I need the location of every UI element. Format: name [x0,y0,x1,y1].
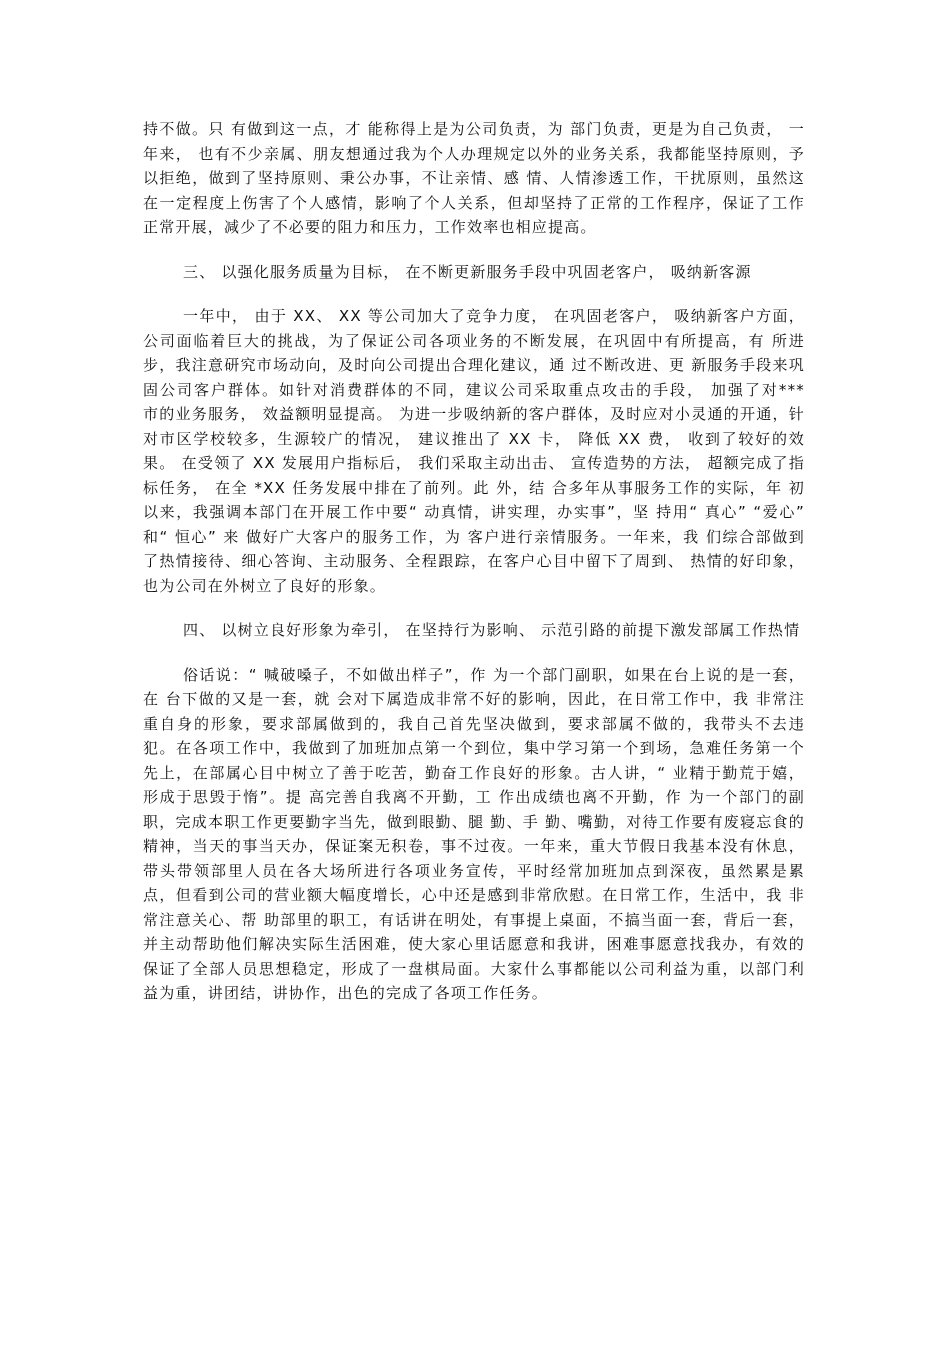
section-heading-3: 三、 以强化服务质量为目标， 在不断更新服务手段中巩固老客户， 吸纳新客源 [183,262,752,281]
document-body [143,117,822,1006]
paragraph-customer-service: 一年中， 由于 XX、 XX 等公司加大了竞争力度， 在巩固老客户， 吸纳新客户方面，公司面临着巨大的挑战，为了保证公司各项业务的不断发展，在巩固中有所提高，有 所进步，我注意研究市场动向，及时向公司提出合理化建议，通 过不断改进、更 新服务手段来巩固公司客户群体。如针对消费群体的不同，建议公司采取重点攻击的手段， 加强了对*** 市的业务服务， 效益额明显提高。 为进一步吸纳新的客户群体，及时应对小灵通的开通，针 对市区学校较多，生源较广的情况， 建议推出了 XX 卡， 降低 XX 费， 收到了较好的效果。 在受领了 XX 发展用户指标后， 我们采取主动出击、 宣传造势的方法， 超额完成了指标任务， 在全 *XX 任务发展中排在了前列。此 外，结 合多年从事服务工作的实际，年 初以来，我强调本部门在开展工作中要“ 动真情，讲实理，办实事”，坚 持用“ 真心” “爱心” 和“ 恒心” 来 做好广大客户的服务工作，为 客户进行亲情服务。一年来，我 们综合部做到了热情接待、细心答询、主动服务、全程跟踪，在客户心目中留下了周到、 热情的好印象， 也为公司在外树立了良好的形象。 [143,307,822,595]
paragraph-gap [143,598,805,618]
paragraph-good-image: 俗话说：“ 喊破嗓子，不如做出样子”，作 为一个部门副职，如果在台上说的是一套，在 台下做的又是一套，就 会对下属造成非常不好的影响，因此，在日常工作中，我 非常注重自身的形象，要求部属做到的，我自己首先坚决做到，要求部属不做的，我带头不去违犯。在各项工作中，我做到了加班加点第一个到位，集中学习第一个到场，急难任务第一个先上，在部属心目中树立了善于吃苦，勤奋工作良好的形象。古人讲，“ 业精于勤荒于嬉，形成于思毁于惰”。提 高完善自我离不开勤，工 作出成绩也离不开勤，作 为一个部门的副职，完成本职工作更要勤字当先，做到眼勤、腿 勤、手 勤、嘴勤，对待工作要有废寝忘食的精神，当天的事当天办，保证案无积卷，事不过夜。一年来，重大节假日我基本没有休息，带头带领部里人员在各大场所进行各项业务宣传，平时经常加班加点到深夜，虽然累是累点，但看到公司的营业额大幅度增长，心中还是感到非常欣慰。在日常工作，生活中，我 非常注意关心、帮 助部里的职工，有话讲在明处，有事提上桌面，不搞当面一套，背后一套，并主动帮助他们解决实际生活困难，使大家心里话愿意和我讲，困难事愿意找我办，有效的保证了全部人员思想稳定，形成了一盘棋局面。大家什么事都能以公司利益为重，以部门利益为重，讲团结，讲协作，出色的完成了各项工作任务。 [143,665,805,1002]
section-heading-4: 四、 以树立良好形象为牵引， 在坚持行为影响、 示范引路的前提下激发部属工作热情 [183,621,801,639]
paragraph-gap [143,643,805,663]
paragraph-gap [143,240,805,260]
paragraph-continuation: 持不做。只 有做到这一点，才 能称得上是为公司负责，为 部门负责，更是为自己负责， 一年来， 也有不少亲属、朋友想通过我为个人办理规定以外的业务关系，我都能坚持原则，予以拒绝，做到了坚持原则、秉公办事，不让亲情、感 情、人情渗透工作，干扰原则，虽然这在一定程度上伤害了个人感情，影响了个人关系，但却坚持了正常的工作程序，保证了工作正常开展，减少了不必要的阻力和压力，工作效率也相应提高。 [143,120,805,236]
paragraph-gap [143,284,805,304]
